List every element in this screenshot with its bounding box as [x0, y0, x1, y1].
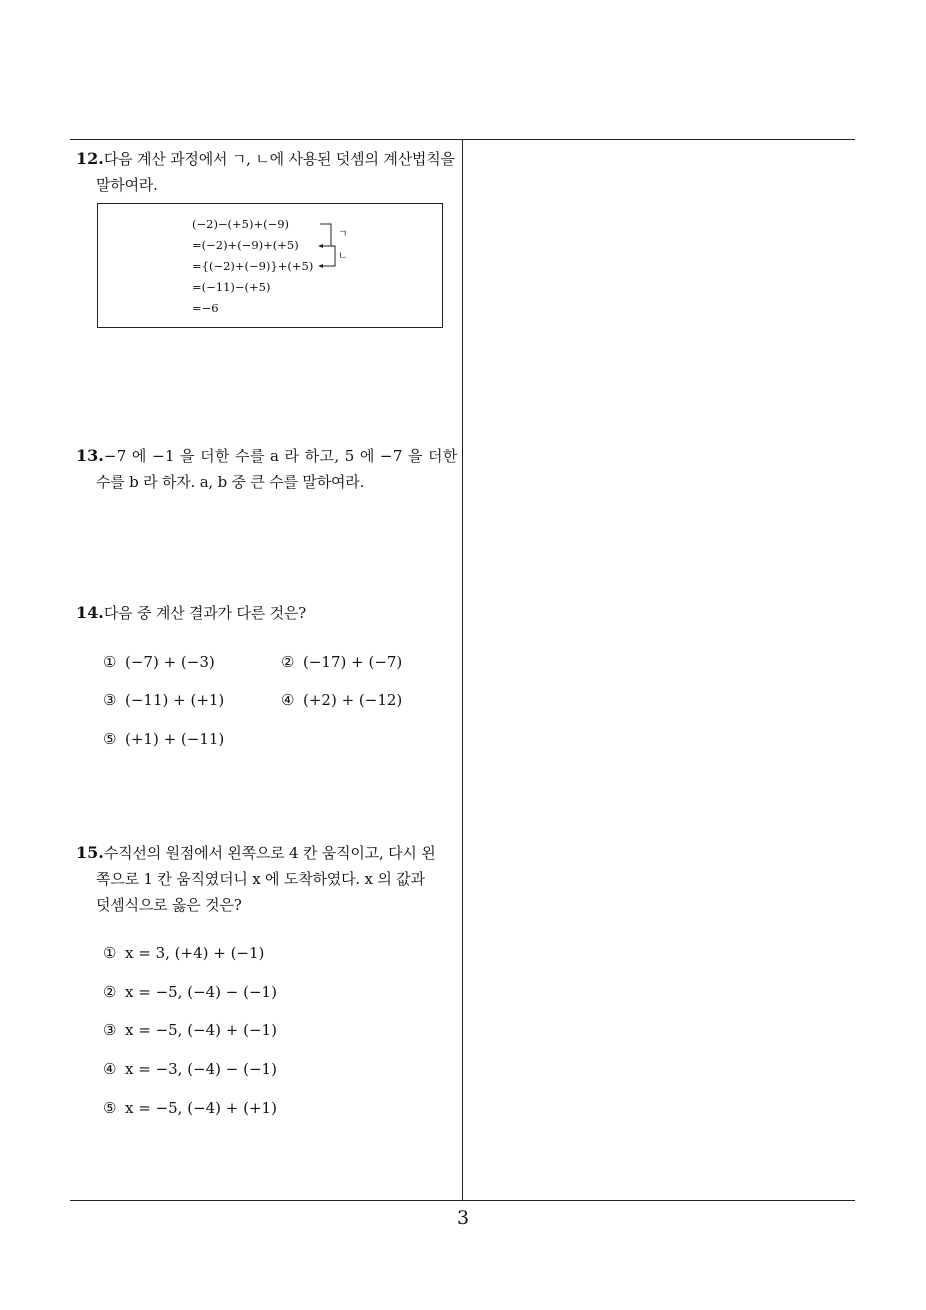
choice-text: x = −5, (−4) + (−1): [125, 1021, 277, 1039]
calc-line-5: =−6: [192, 301, 219, 315]
choice-option-3[interactable]: [103, 690, 224, 710]
choice-option-5[interactable]: [103, 1098, 277, 1118]
question-12-line-2: [76, 172, 458, 198]
calc-line-4: =(−11)−(+5): [192, 280, 271, 294]
law-bracket-arrows: [98, 204, 442, 327]
choice-marker: ①: [103, 944, 117, 962]
bracket-label-giyeok: ㄱ: [338, 229, 348, 240]
calc-line-1: (−2)−(+5)+(−9): [192, 217, 290, 231]
question-text: −7 에 −1 을 더한 수를 a 라 하고, 5 에 −7 을 더한: [103, 447, 458, 465]
choice-marker: ⑤: [103, 730, 117, 748]
question-15: [76, 840, 458, 918]
question-text: 다음 계산 과정에서 ㄱ, ㄴ에 사용된 덧셈의 계산법칙을: [103, 150, 455, 168]
question-number: 12.: [76, 149, 104, 168]
choice-option-4[interactable]: [281, 690, 402, 710]
choice-marker: ①: [103, 653, 117, 671]
calculation-box: [97, 203, 443, 328]
choice-option-5[interactable]: [103, 729, 224, 749]
question-number: 13.: [76, 446, 104, 465]
footer-rule: [70, 1200, 855, 1201]
choice-option-4[interactable]: [103, 1059, 277, 1079]
question-12: [76, 146, 458, 198]
question-15-line-2: [76, 866, 458, 892]
column-divider: [462, 139, 463, 1200]
question-14-line-1: [76, 600, 458, 626]
choice-text: (+1) + (−11): [125, 730, 225, 748]
question-text: 쪽으로 1 칸 움직였더니 x 에 도착하였다. x 의 값과: [96, 870, 425, 888]
choice-text: x = −3, (−4) − (−1): [125, 1060, 277, 1078]
page-number: 3: [456, 1207, 470, 1229]
choice-marker: ②: [103, 983, 117, 1001]
choice-marker: ②: [281, 653, 295, 671]
question-13-line-1: [76, 443, 458, 469]
choice-option-2[interactable]: [281, 652, 402, 672]
choice-text: x = −5, (−4) − (−1): [125, 983, 277, 1001]
choice-option-1[interactable]: [103, 652, 215, 672]
choice-marker: ③: [103, 691, 117, 709]
choice-text: x = −5, (−4) + (+1): [125, 1099, 277, 1117]
choice-marker: ③: [103, 1021, 117, 1039]
choice-text: (+2) + (−12): [303, 691, 403, 709]
question-text: 수직선의 원점에서 왼쪽으로 4 칸 움직이고, 다시 왼: [103, 844, 436, 862]
question-15-line-3: [76, 892, 458, 918]
choice-marker: ④: [281, 691, 295, 709]
choice-marker: ④: [103, 1060, 117, 1078]
question-14: [76, 600, 458, 626]
question-text: 다음 중 계산 결과가 다른 것은?: [103, 604, 307, 622]
choice-text: x = 3, (+4) + (−1): [125, 944, 265, 962]
choice-text: (−11) + (+1): [125, 691, 225, 709]
choice-marker: ⑤: [103, 1099, 117, 1117]
calc-line-3: ={(−2)+(−9)}+(+5): [192, 259, 314, 273]
question-13-line-2: [76, 469, 458, 495]
question-text: 말하여라.: [96, 176, 158, 194]
question-15-line-1: [76, 840, 458, 866]
question-text: 덧셈식으로 옳은 것은?: [96, 896, 242, 914]
choice-text: (−7) + (−3): [125, 653, 215, 671]
question-13: [76, 443, 458, 495]
question-12-line-1: [76, 146, 458, 172]
calc-line-2: =(−2)+(−9)+(+5): [192, 238, 299, 252]
question-text: 수를 b 라 하자. a, b 중 큰 수를 말하여라.: [96, 473, 365, 491]
question-number: 14.: [76, 603, 104, 622]
choice-text: (−17) + (−7): [303, 653, 403, 671]
choice-option-2[interactable]: [103, 982, 277, 1002]
bracket-label-nieun: ㄴ: [338, 251, 348, 262]
choice-option-1[interactable]: [103, 943, 264, 963]
question-number: 15.: [76, 843, 104, 862]
choice-option-3[interactable]: [103, 1020, 277, 1040]
